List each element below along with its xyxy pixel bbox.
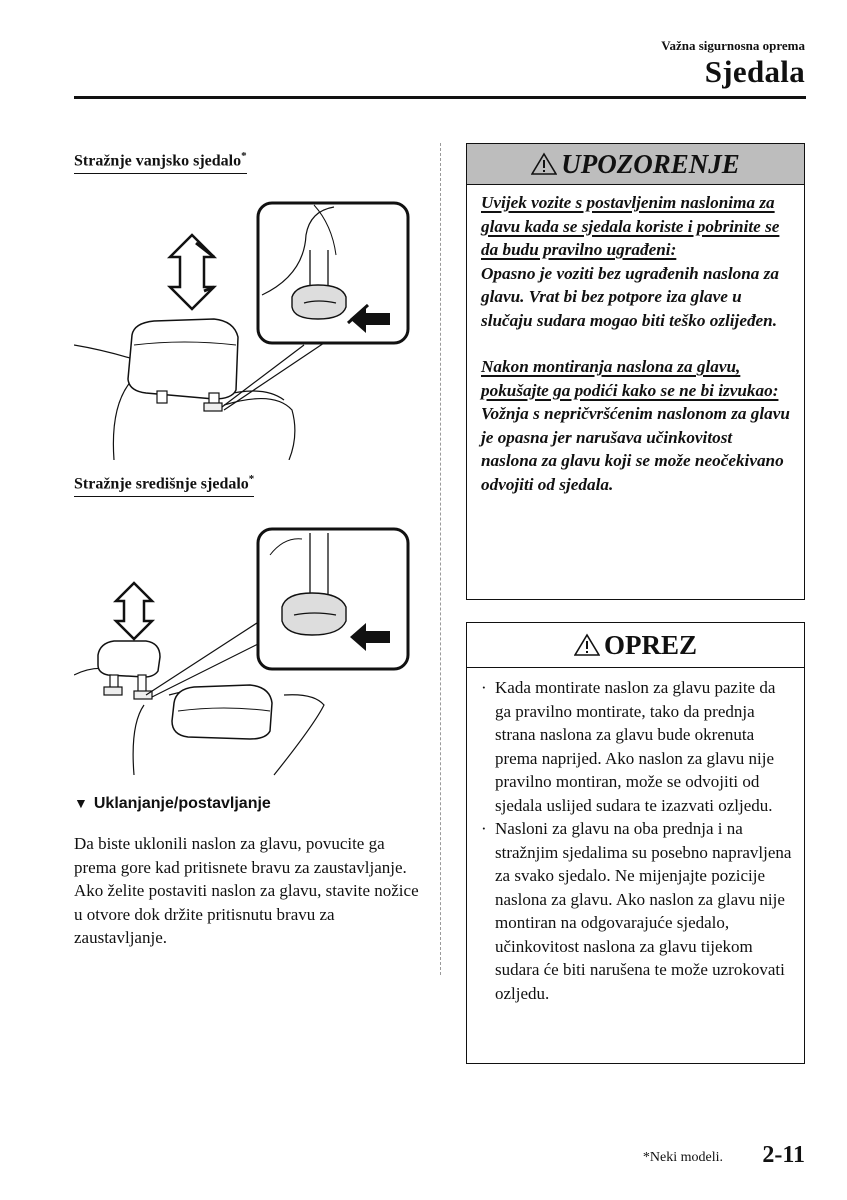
warning-explanation-1: Opasno je voziti bez ugrađenih naslona za glavu. Vrat bi bez potpore iza glave u slučaju sudara mogao biti teško ozlijeđen. — [481, 263, 779, 330]
list-item — [481, 817, 792, 1005]
caution-header — [467, 623, 804, 668]
section-marker-icon: ▼ — [74, 795, 88, 811]
warning-header — [467, 144, 804, 185]
warning-box — [466, 143, 805, 600]
center-seat-heading — [74, 469, 254, 497]
center-seat-headrest-illustration — [74, 525, 424, 780]
warning-body — [467, 185, 804, 496]
page-title: Sjedala — [704, 54, 805, 89]
bullet-marker: · — [481, 678, 487, 697]
bullet-marker: · — [481, 819, 487, 838]
caution-body — [467, 668, 804, 1005]
footnote-mark: * — [241, 150, 247, 162]
installation-paragraph: Ako želite postaviti naslon za glavu, stavite nožice u otvore dok držite pritisnutu bravu za zaustavljanje. — [74, 881, 419, 947]
removal-heading-text: Uklanjanje/postavljanje — [93, 795, 271, 812]
outer-seat-label: Stražnje vanjsko sjedalo — [74, 152, 242, 170]
caution-box — [466, 622, 805, 1064]
removal-instructions — [74, 832, 424, 950]
page-number: 2-11 — [762, 1142, 805, 1168]
caution-item-2: Nasloni za glavu na oba prednja i na stražnjim sjedalima su posebno napravljena za svako sjedalo. Ne mijenjajte pozicije naslona za glavu. Ako naslon za glavu nije montiran na odgovarajuće sjedalo, učinkovitost naslona za glavu tijekom sudara će biti narušena te može uzrokovati ozljedu. — [495, 819, 792, 1003]
caution-title: OPREZ — [603, 629, 697, 660]
footnote-mark: * — [248, 473, 255, 485]
warning-title: UPOZORENJE — [561, 148, 740, 179]
warning-triangle-icon — [574, 633, 600, 657]
warning-triangle-icon — [531, 152, 557, 176]
center-seat-label: Stražnje središnje sjedalo — [74, 475, 249, 493]
removal-paragraph: Da biste uklonili naslon za glavu, povucite ga prema gore kad pritisnete bravu za zaustavljanje. — [74, 834, 407, 877]
warning-statement-1: Uvijek vozite s postavljenim naslonima za glavu kada se sjedala koriste i pobrinite se da budu pravilno ugrađeni: — [481, 193, 780, 259]
column-divider — [440, 143, 441, 975]
footnote: *Neki modeli. — [642, 1150, 723, 1165]
section-title: Važna sigurnosna oprema — [661, 38, 805, 53]
warning-explanation-2: Vožnja s nepričvršćenim naslonom za glavu je opasna jer narušava učinkovitost naslona za glavu koji se može neočekivano odvojiti od sjedala. — [481, 404, 790, 494]
list-item — [481, 676, 792, 817]
removal-section-heading — [74, 795, 271, 813]
warning-statement-2: Nakon montiranja naslona za glavu, pokušajte ga podići kako se ne bi izvukao: — [481, 357, 779, 400]
header-rule — [74, 96, 806, 99]
outer-seat-headrest-illustration — [74, 195, 424, 460]
caution-item-1: Kada montirate naslon za glavu pazite da ga pravilno montirate, tako da prednja strana naslona za glavu bude okrenuta prema naprijed. Ako naslon za glavu nije pravilno montiran, može se odvojiti od sjedala uslijed sudara te izazvati ozljedu. — [495, 678, 776, 815]
outer-seat-heading — [74, 146, 247, 174]
